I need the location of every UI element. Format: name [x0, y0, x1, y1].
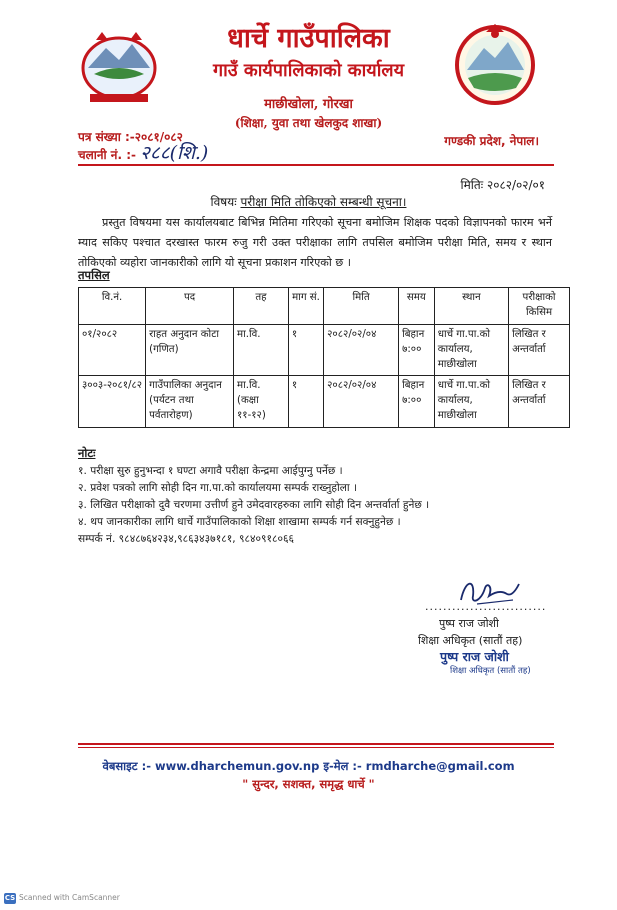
office-name: गाउँ कार्यपालिकाको कार्यालय — [212, 60, 405, 81]
column-header: वि.नं. — [79, 288, 146, 325]
note-item: ४. थप जानकारीका लागि धार्चे गाउँपालिकाको शिक्षा शाखामा सम्पर्क गर्न सक्नुहुनेछ । — [78, 516, 401, 528]
table-cell: धार्चे गा.पा.को कार्यालय, माछीखोला — [434, 325, 508, 376]
table-cell: २०८२/०२/०४ — [324, 376, 399, 428]
table-cell: लिखित र अन्तर्वार्ता — [509, 376, 570, 428]
column-header: परीक्षाको किसिम — [509, 288, 570, 325]
table-row — [79, 325, 570, 376]
table-cell: गाउँपालिका अनुदान (पर्यटन तथा पर्वतारोहण) — [146, 376, 234, 428]
table-cell: १ — [288, 325, 323, 376]
province-label: गण्डकी प्रदेश, नेपाल। — [444, 134, 539, 148]
details-heading: तपसिल — [78, 268, 110, 282]
table-cell: बिहान ७:०० — [399, 376, 435, 428]
notes-heading: नोटः — [78, 446, 96, 460]
municipality-name: धार्चे गाउँपालिका — [227, 23, 390, 54]
notice-date: मितिः २०८२/०२/०१ — [460, 178, 545, 192]
table-cell: ३००३-२०८१/८२ — [79, 376, 146, 428]
column-header: स्थान — [434, 288, 508, 325]
signatory-title: शिक्षा अधिकृत (सातौं तह) — [418, 634, 523, 647]
table-cell: २०८२/०२/०४ — [324, 325, 399, 376]
scanner-text: Scanned with CamScanner — [19, 893, 120, 902]
note-item: २. प्रवेश पत्रको लागि सोही दिन गा.पा.को कार्यालयमा सम्पर्क राख्नुहोला । — [78, 482, 358, 494]
signatory-name: पुष्प राज जोशी — [439, 617, 499, 630]
subject-label: विषयः — [210, 195, 237, 209]
stamp-name: पुष्प राज जोशी — [440, 649, 509, 664]
table-row — [79, 376, 570, 428]
note-item: ३. लिखित परीक्षाको दुवै चरणमा उत्तीर्ण हुने उमेदवारहरुका लागि सोही दिन अन्तर्वार्ता हुनेछ । — [78, 499, 430, 511]
branch-name: (शिक्षा, युवा तथा खेलकुद शाखा) — [234, 116, 383, 130]
nepal-emblem-icon — [76, 22, 162, 108]
table-cell: मा.वि. — [233, 325, 288, 376]
table-cell: ०१/२०८२ — [79, 325, 146, 376]
column-header: तह — [233, 288, 288, 325]
exam-schedule-table — [78, 287, 570, 428]
column-header: माग सं. — [288, 288, 323, 325]
footer-contact: वेबसाइट :- www.dharchemun.gov.np इ-मेल :- rmdharche@gmail.com — [102, 759, 515, 773]
header-divider — [78, 164, 554, 166]
footer-divider-bottom — [78, 747, 554, 748]
dispatch-number-label: चलानी नं. :- — [78, 148, 136, 162]
letter-number: पत्र संख्या :-२०८१/०८२ — [78, 130, 183, 144]
subject-line — [0, 193, 617, 210]
note-item: १. परीक्षा सुरु हुनुभन्दा १ घण्टा अगावै परीक्षा केन्द्रमा आईपुग्नु पर्नेछ । — [78, 465, 343, 477]
footer-motto: " सुन्दर, सशक्त, समृद्ध धार्चे " — [242, 777, 375, 791]
contact-numbers: सम्पर्क नं. ९८४८७६४२३४,९८६३४३७१८१, ९८४०९१८०६६ — [78, 533, 295, 545]
table-cell: बिहान ७:०० — [399, 325, 435, 376]
table-cell: मा.वि. (कक्षा ११-१२) — [233, 376, 288, 428]
camscanner-icon: CS — [4, 894, 16, 902]
municipality-logo-icon — [452, 22, 538, 108]
signature-line: ........................... — [425, 600, 547, 613]
stamp-title: शिक्षा अधिकृत (सातौं तह) — [450, 666, 531, 676]
table-header-row — [79, 288, 570, 325]
subject-text: परीक्षा मिति तोकिएको सम्बन्धी सूचना। — [240, 195, 407, 209]
table-cell: धार्चे गा.पा.को कार्यालय, माछीखोला — [434, 376, 508, 428]
column-header: पद — [146, 288, 234, 325]
body-paragraph: प्रस्तुत विषयमा यस कार्यालयबाट बिभिन्न मितिमा गरिएको सूचना बमोजिम शिक्षक पदको विज्ञापनको फारम भर्ने म्याद सकिए पश्चात दरखास्त फारम रुजु गरी उक्त परीक्षाका लागि तपसिल बमोजिम परीक्षा मिति, समय र स्थान तोकिएको व्यहोरा जानकारीको लागि यो सूचना प्रकाशन गरिएको छ । — [78, 216, 552, 269]
column-header: मिति — [324, 288, 399, 325]
office-location: माछीखोला, गोरखा — [264, 97, 353, 112]
footer-divider-top — [78, 743, 554, 745]
table-cell: १ — [288, 376, 323, 428]
scanner-watermark — [4, 893, 120, 904]
table-cell: लिखित र अन्तर्वार्ता — [509, 325, 570, 376]
table-cell: राहत अनुदान कोटा (गणित) — [146, 325, 234, 376]
dispatch-number-handwritten: २८८(शि.) — [140, 142, 209, 164]
column-header: समय — [399, 288, 435, 325]
